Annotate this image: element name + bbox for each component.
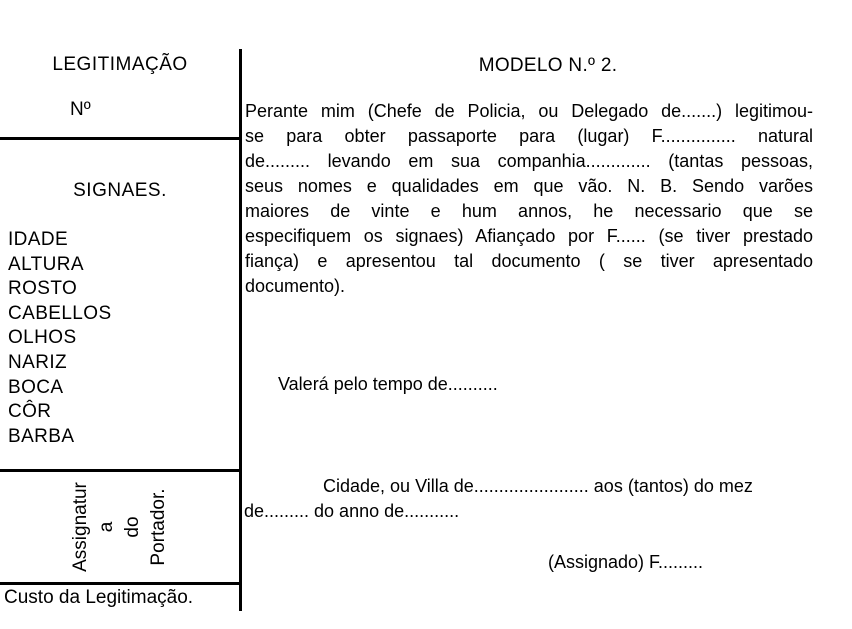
legitimacao-title: LEGITIMAÇÃO xyxy=(52,54,188,75)
bearer-signature-line-1: Assignatur xyxy=(70,482,91,572)
signaes-item-cabellos: CABELLOS xyxy=(8,302,112,324)
bearer-signature-line-3: do xyxy=(122,516,143,538)
paragraph-line-7: fiança) e apresentou tal documento ( se tiver apresentado xyxy=(245,251,813,271)
main-paragraph xyxy=(245,99,813,299)
paragraph-line-2: se para obter passaporte para (lugar) F............... natural xyxy=(245,126,813,146)
number-label: Nº xyxy=(70,99,91,120)
signaes-item-olhos: OLHOS xyxy=(8,327,77,349)
paragraph-line-5: maiores de vinte e hum annos, he necessario que se xyxy=(245,201,813,221)
place-date-line-1: Cidade, ou Villa de....................... aos (tantos) do mez xyxy=(323,476,753,496)
validity-period-line: Valerá pelo tempo de.......... xyxy=(278,374,498,394)
left-divider-line-top xyxy=(0,137,240,140)
signaes-item-nariz: NARIZ xyxy=(8,351,67,373)
signaes-item-barba: BARBA xyxy=(8,425,75,447)
signaes-item-idade: IDADE xyxy=(8,229,69,250)
signaes-list xyxy=(8,228,112,449)
paragraph-line-8: documento). xyxy=(245,276,346,296)
paragraph-line-1: Perante mim (Chefe de Policia, ou Delegado de.......) legitimou- xyxy=(245,101,813,121)
signed-by-line: (Assignado) F......... xyxy=(548,552,704,572)
bearer-signature-rotated-label xyxy=(68,482,172,572)
paragraph-line-6: especifiquem os signaes) Afiançado por F...... (se tiver prestado xyxy=(245,226,813,246)
bearer-signature-line-4: Portador. xyxy=(148,488,169,566)
cost-of-legitimation-label: Custo da Legitimação. xyxy=(4,587,194,608)
signaes-item-cor: CÔR xyxy=(8,401,52,423)
place-date-line-2: de......... do anno de........... xyxy=(244,501,460,521)
signaes-heading: SIGNAES. xyxy=(73,180,167,201)
signaes-item-rosto: ROSTO xyxy=(8,278,78,300)
bearer-signature-line-2: a xyxy=(96,521,117,533)
paragraph-line-3: de......... levando em sua companhia............. (tantas pessoas, xyxy=(245,151,813,171)
paragraph-line-4: seus nomes e qualidades em que vão. N. B. Sendo varões xyxy=(245,176,813,196)
left-divider-line-middle xyxy=(0,469,240,472)
signaes-item-boca: BOCA xyxy=(8,376,64,398)
left-divider-line-bottom xyxy=(0,582,240,585)
modelo-title: MODELO N.º 2. xyxy=(478,55,618,76)
vertical-divider-line xyxy=(239,49,242,611)
signaes-item-altura: ALTURA xyxy=(8,253,84,275)
